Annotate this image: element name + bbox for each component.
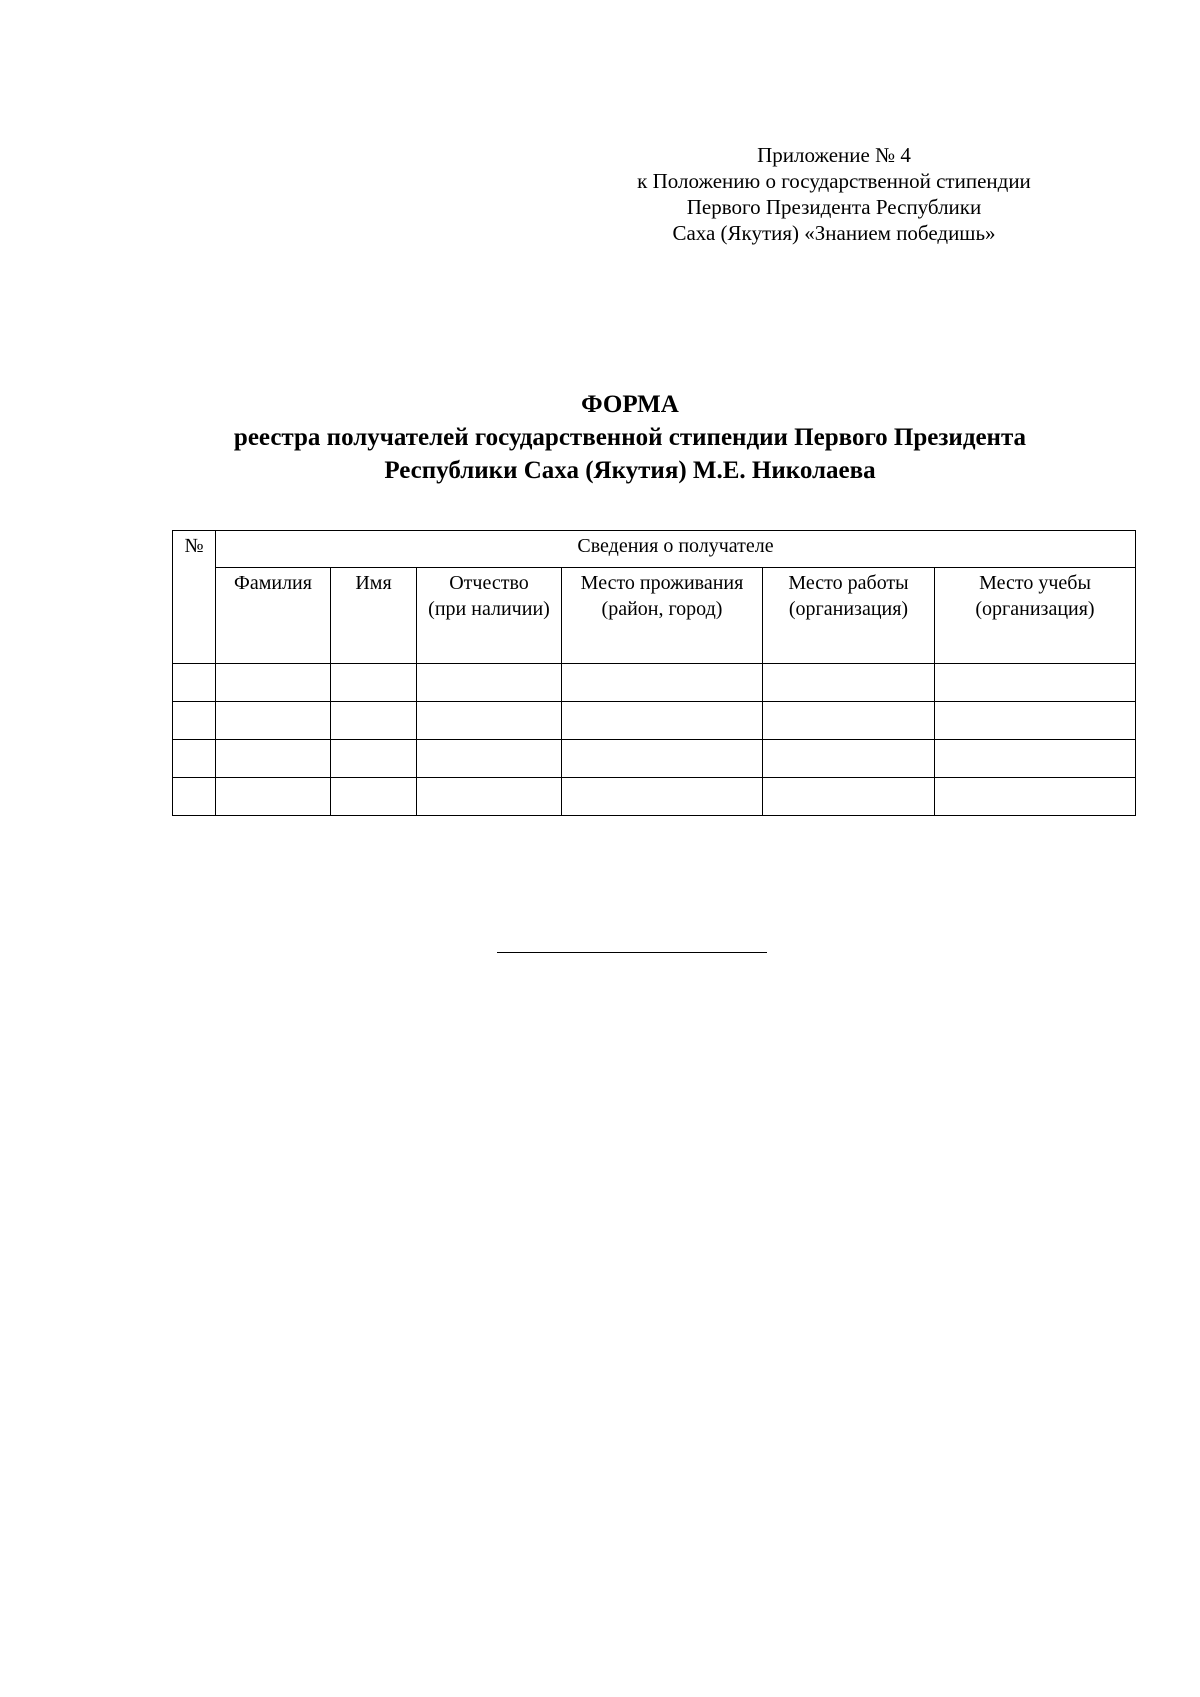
table-row (173, 740, 1136, 778)
table-cell (935, 702, 1136, 740)
table-cell (331, 778, 417, 816)
appendix-line: Первого Президента Республики (686, 195, 982, 219)
closing-divider-line (497, 952, 767, 953)
column-header-line: (организация) (788, 598, 909, 620)
recipient-info-header: Сведения о получателе (216, 531, 1136, 568)
appendix-line: к Положению о государственной стипендии (637, 169, 1031, 193)
form-title-line: Республики Саха (Якутия) М.Е. Николаева (384, 457, 876, 484)
table-cell (763, 702, 935, 740)
table-cell (562, 702, 763, 740)
number-header: № (173, 531, 216, 664)
table-cell (935, 778, 1136, 816)
table-cell (173, 778, 216, 816)
form-title-line: реестра получателей государственной стипендии Первого Президента (233, 424, 1027, 451)
table-cell (562, 664, 763, 702)
table-cell (562, 778, 763, 816)
table-cell (935, 664, 1136, 702)
form-title (100, 388, 1160, 487)
table-cell (935, 740, 1136, 778)
table-cell (331, 664, 417, 702)
table-cell (216, 740, 331, 778)
appendix-line: Саха (Якутия) «Знанием победишь» (672, 221, 996, 245)
column-header-line: Место учебы (979, 572, 1091, 594)
table-cell (763, 740, 935, 778)
column-header-line: (район, город) (601, 598, 723, 620)
table-cell (562, 740, 763, 778)
table-cell (331, 740, 417, 778)
table-cell (216, 702, 331, 740)
table-cell (763, 778, 935, 816)
table-cell (173, 664, 216, 702)
table-cell (417, 778, 562, 816)
column-header-line: Имя (355, 572, 392, 594)
form-heading: ФОРМА (581, 391, 679, 418)
registry-table (172, 530, 1136, 816)
table-cell (417, 664, 562, 702)
table-row (173, 778, 1136, 816)
table-cell (173, 740, 216, 778)
column-header-workplace (763, 568, 935, 664)
table-row (173, 664, 1136, 702)
column-header-line: Место работы (788, 572, 909, 594)
column-header-name (331, 568, 417, 664)
column-header-line: Место проживания (580, 572, 744, 594)
table-cell (216, 778, 331, 816)
column-header-line: Фамилия (234, 572, 312, 594)
column-header-line: (организация) (975, 598, 1095, 620)
table-cell (763, 664, 935, 702)
column-header-line: (при наличии) (428, 598, 550, 620)
column-header-surname (216, 568, 331, 664)
column-header-line: Отчество (449, 572, 529, 594)
table-cell (417, 740, 562, 778)
appendix-block (600, 142, 1068, 246)
column-header-study-place (935, 568, 1136, 664)
table-cell (417, 702, 562, 740)
table-row (173, 702, 1136, 740)
column-header-residence (562, 568, 763, 664)
table-cell (216, 664, 331, 702)
column-header-patronymic (417, 568, 562, 664)
table-cell (331, 702, 417, 740)
table-cell (173, 702, 216, 740)
appendix-line: Приложение № 4 (757, 143, 911, 167)
